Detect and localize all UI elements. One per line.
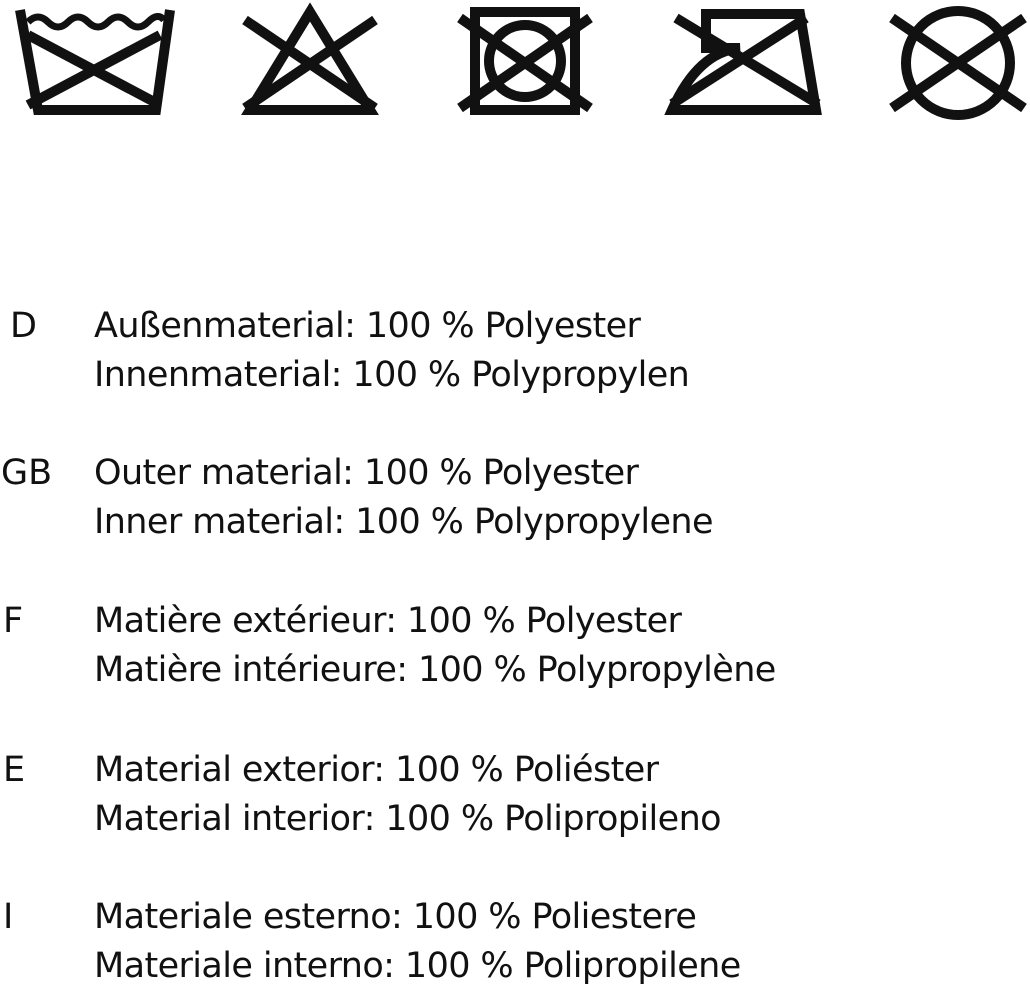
outer-material-text: Außenmaterial: 100 % Polyester <box>94 306 641 346</box>
inner-material-text: Materiale interno: 100 % Polipropilene <box>94 946 741 986</box>
do-not-dry-clean-icon <box>892 11 1024 115</box>
lang-code: D <box>10 306 37 346</box>
do-not-bleach-icon <box>245 12 375 110</box>
outer-material-text: Outer material: 100 % Polyester <box>94 453 639 493</box>
inner-material-text: Inner material: 100 % Polypropylene <box>94 502 713 542</box>
outer-material-text: Matière extérieur: 100 % Polyester <box>94 601 682 641</box>
lang-block-de <box>0 302 1030 402</box>
outer-material-text: Materiale esterno: 100 % Poliestere <box>94 897 697 937</box>
do-not-wash-icon <box>20 10 170 110</box>
inner-material-text: Innenmaterial: 100 % Polypropylen <box>94 355 690 395</box>
inner-material-text: Material interior: 100 % Polipropileno <box>94 799 721 839</box>
lang-code: E <box>3 750 26 790</box>
care-symbols-svg <box>0 0 1030 130</box>
do-not-tumble-dry-icon <box>460 12 590 110</box>
lang-block-it <box>0 893 1030 993</box>
lang-block-fr <box>0 597 1030 697</box>
do-not-iron-icon <box>672 14 818 110</box>
lang-code: F <box>3 601 24 641</box>
lang-code: I <box>3 897 14 937</box>
lang-block-es <box>0 746 1030 846</box>
inner-material-text: Matière intérieure: 100 % Polypropylène <box>94 650 776 690</box>
care-symbols-row <box>0 0 1030 130</box>
lang-block-gb <box>0 449 1030 549</box>
lang-code: GB <box>1 453 53 493</box>
outer-material-text: Material exterior: 100 % Poliéster <box>94 750 659 790</box>
